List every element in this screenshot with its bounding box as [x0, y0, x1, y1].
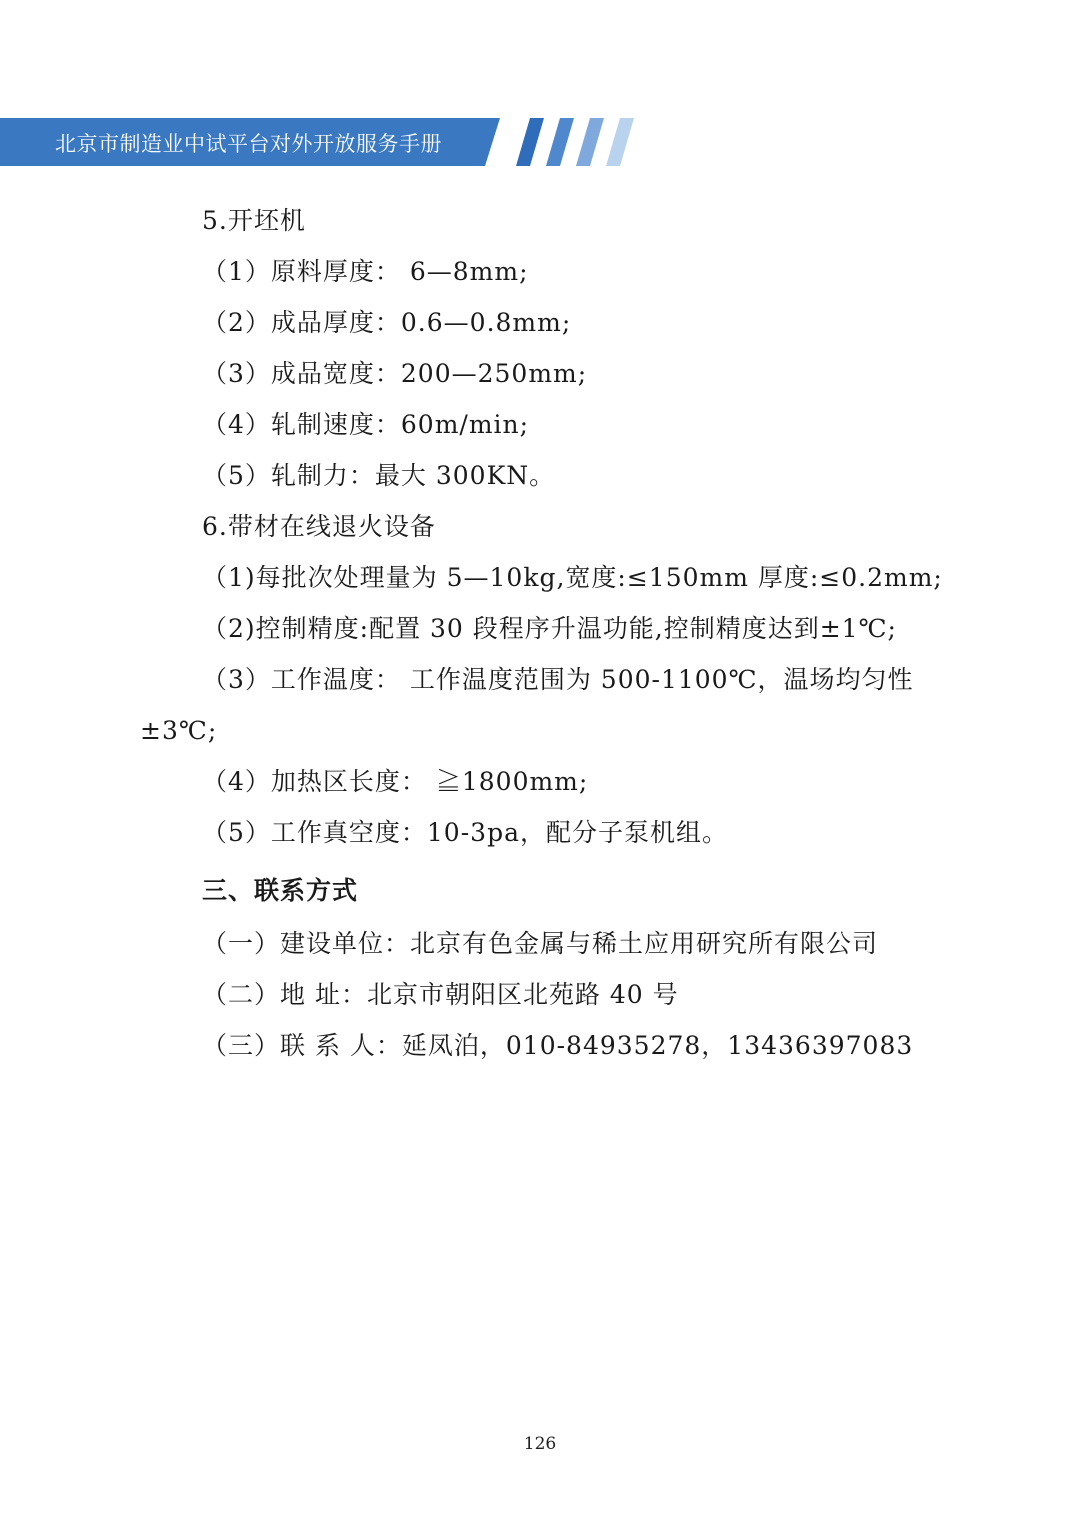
- section-5-item-1: （1）原料厚度： 6—8mm;: [202, 257, 529, 286]
- section-5-item-5: （5）轧制力：最大 300KN。: [202, 461, 556, 490]
- header-title: 北京市制造业中试平台对外开放服务手册: [55, 132, 442, 156]
- contact-organization: （一）建设单位：北京有色金属与稀土应用研究所有限公司: [202, 929, 879, 958]
- section-6-title: 6.带材在线退火设备: [202, 512, 436, 541]
- page-header: [0, 0, 1080, 200]
- section-5-item-3: （3）成品宽度：200—250mm;: [202, 359, 588, 388]
- contact-address: （二）地 址：北京市朝阳区北苑路 40 号: [202, 980, 679, 1009]
- section-6-item-3: （3）工作温度： 工作温度范围为 500-1100℃，温场均匀性: [202, 665, 914, 694]
- section-6-item-4: （4）加热区长度： ≧1800mm;: [202, 767, 589, 796]
- contact-heading: 三、联系方式: [202, 876, 359, 905]
- stripe-2: [546, 118, 574, 166]
- stripe-4: [606, 118, 634, 166]
- section-6-item-2: （2)控制精度:配置 30 段程序升温功能,控制精度达到±1℃;: [202, 614, 897, 643]
- header-stripes-decoration: [516, 118, 646, 166]
- section-5-item-4: （4）轧制速度：60m/min;: [202, 410, 530, 439]
- section-6-item-3-continued: ±3℃;: [140, 716, 218, 745]
- section-6-item-1: （1)每批次处理量为 5—10kg,宽度:≤150mm 厚度:≤0.2mm;: [202, 563, 943, 592]
- contact-person: （三）联 系 人：延凤泊，010-84935278，13436397083: [202, 1031, 914, 1060]
- section-5-item-2: （2）成品厚度：0.6—0.8mm;: [202, 308, 572, 337]
- page-number: 126: [523, 1434, 557, 1454]
- stripe-3: [576, 118, 604, 166]
- section-6-item-5: （5）工作真空度：10-3pa，配分子泵机组。: [202, 818, 728, 847]
- stripe-1: [516, 118, 544, 166]
- section-5-title: 5.开坯机: [202, 206, 306, 235]
